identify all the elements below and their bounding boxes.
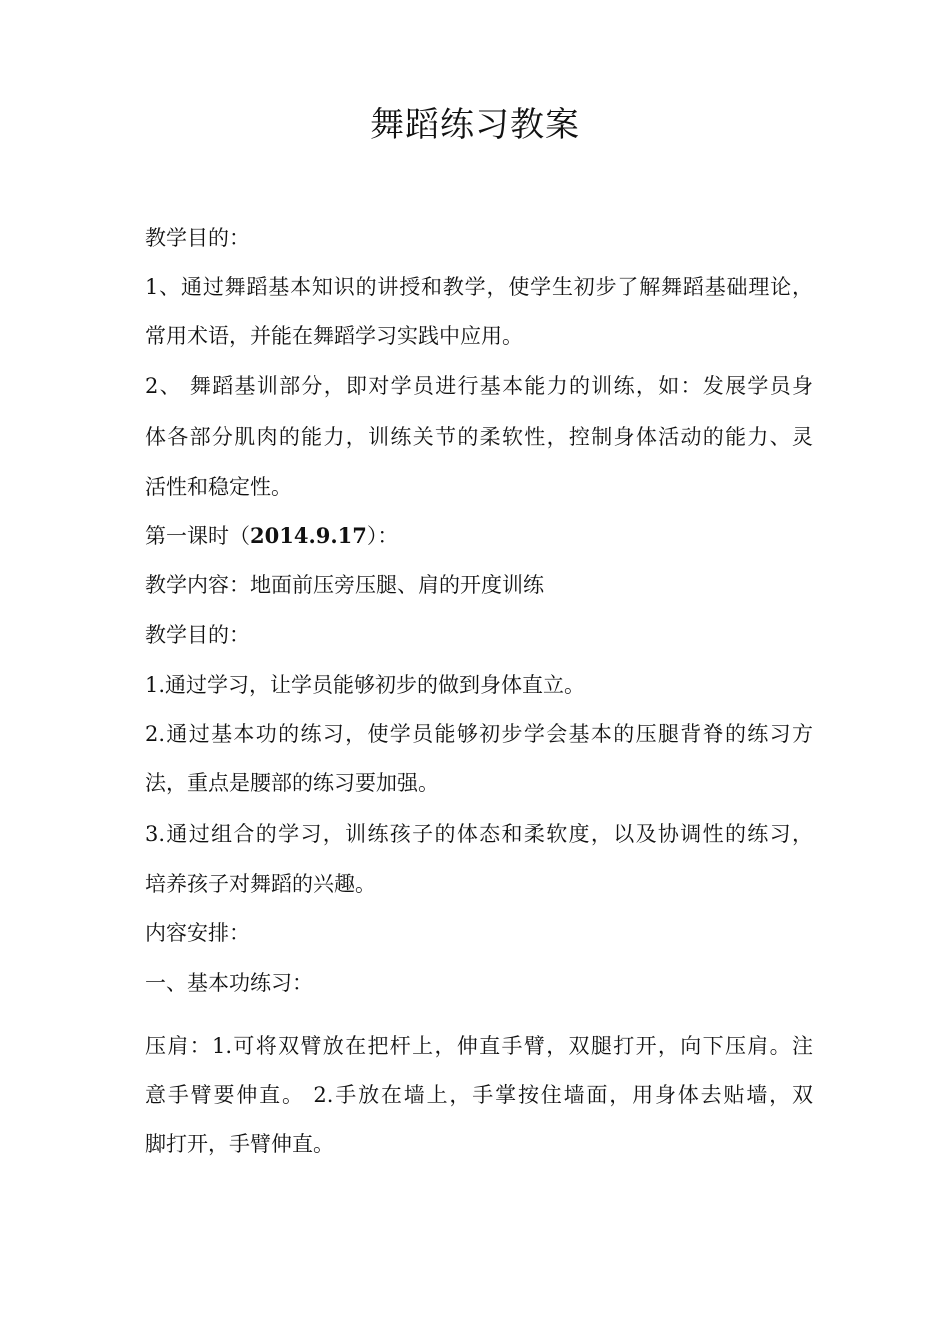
basic-skills-heading: 一、基本功练习： <box>145 971 313 995</box>
lesson-objectives-heading: 教学目的： <box>145 623 250 647</box>
objective-1-line-2: 常用术语，并能在舞蹈学习实践中应用。 <box>145 324 523 348</box>
lesson-objective-3-line-1: 3.通过组合的学习，训练孩子的体态和柔软度，以及协调性的练习， <box>145 822 813 846</box>
lesson-content: 教学内容：地面前压旁压腿、肩的开度训练 <box>145 573 544 597</box>
lesson-objective-1: 1.通过学习，让学员能够初步的做到身体直立。 <box>145 673 586 697</box>
objective-2-line-3: 活性和稳定性。 <box>145 475 292 499</box>
lesson-date: 2014.9.17 <box>250 523 367 548</box>
lesson-heading-suffix: ）： <box>366 524 399 548</box>
objective-1-line-1: 1、通过舞蹈基本知识的讲授和教学，使学生初步了解舞蹈基础理论， <box>145 275 813 299</box>
objectives-heading: 教学目的： <box>145 226 250 250</box>
objective-2-line-1: 2、 舞蹈基训部分，即对学员进行基本能力的训练，如：发展学员身 <box>145 374 813 398</box>
shoulder-press-line-1: 压肩：1.可将双臂放在把杆上，伸直手臂，双腿打开，向下压肩。注 <box>145 1034 813 1058</box>
shoulder-press-line-3: 脚打开，手臂伸直。 <box>145 1132 334 1156</box>
lesson-heading <box>145 521 813 551</box>
content-arrangement-heading: 内容安排： <box>145 921 250 945</box>
lesson-heading-prefix: 第一课时（ <box>145 524 250 548</box>
lesson-objective-2-line-1: 2.通过基本功的练习，使学员能够初步学会基本的压腿背脊的练习方 <box>145 722 813 746</box>
lesson-objective-3-line-2: 培养孩子对舞蹈的兴趣。 <box>145 872 376 896</box>
shoulder-press-line-2: 意手臂要伸直。 2.手放在墙上，手掌按住墙面，用身体去贴墙，双 <box>145 1083 813 1107</box>
document-title: 舞蹈练习教案 <box>370 105 580 145</box>
objective-2-line-2: 体各部分肌肉的能力，训练关节的柔软性，控制身体活动的能力、灵 <box>145 425 813 449</box>
lesson-objective-2-line-2: 法，重点是腰部的练习要加强。 <box>145 771 439 795</box>
